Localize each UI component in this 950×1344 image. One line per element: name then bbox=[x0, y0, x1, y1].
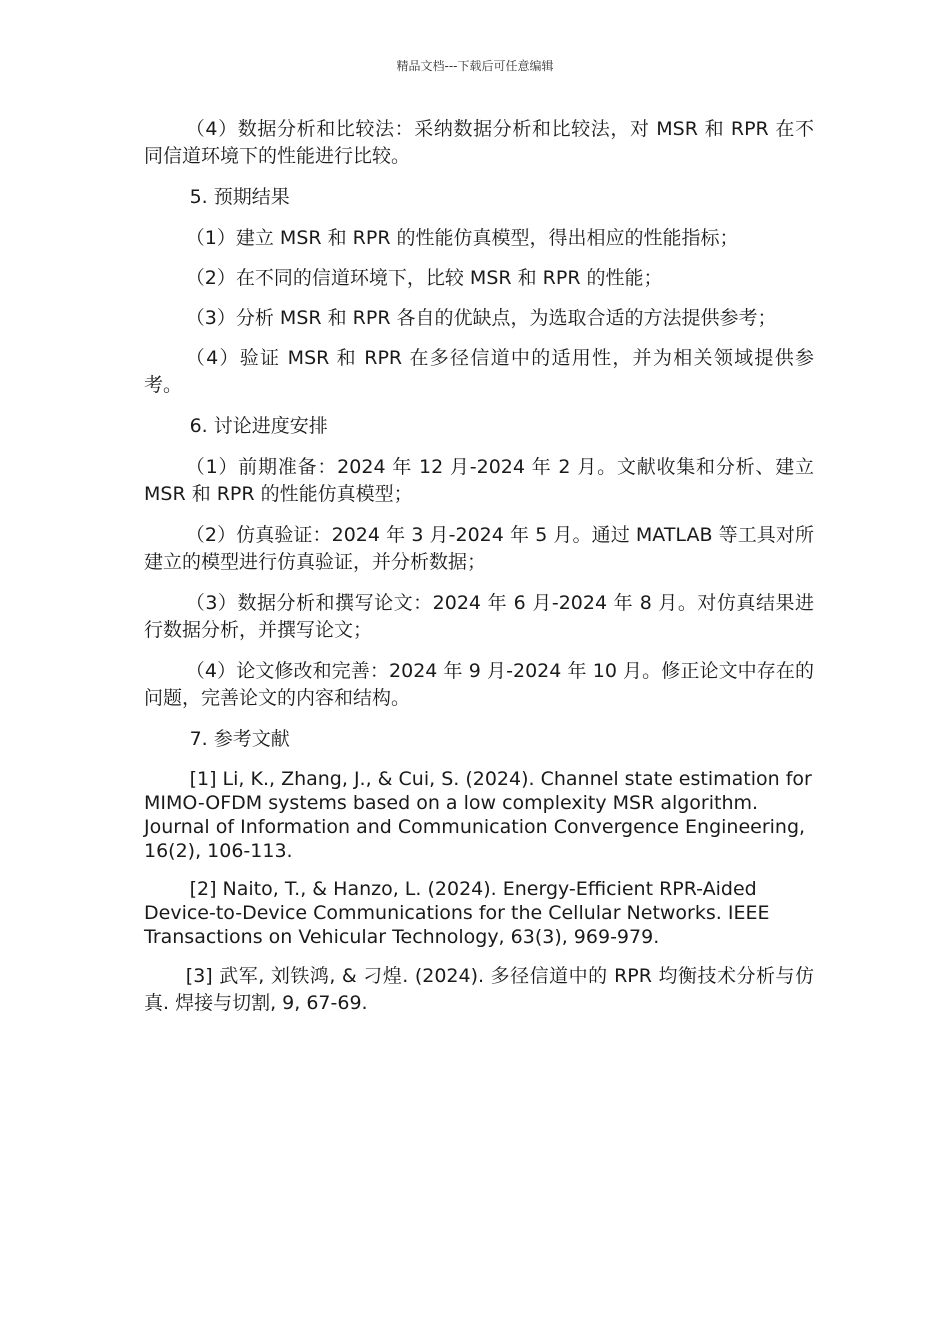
section-7-heading: 7. 参考文献 bbox=[189, 728, 290, 750]
document-body bbox=[144, 116, 814, 1031]
result-2: （2）在不同的信道环境下，比较 MSR 和 RPR 的性能； bbox=[185, 267, 663, 289]
schedule-1: （1）前期准备：2024 年 12 月-2024 年 2 月。文献收集和分析、建立 MSR 和 RPR 的性能仿真模型； bbox=[144, 456, 814, 505]
reference-2: [2] Naito, T., & Hanzo, L. (2024). Energy-Efficient RPR-Aided Device-to-Device Communications for the Cellular Networks. IEEE Transactions on Vehicular Technology, 63(3), 969-979. bbox=[144, 878, 770, 948]
page-header: 精品文档---下载后可任意编辑 bbox=[396, 59, 554, 73]
schedule-2: （2）仿真验证：2024 年 3 月-2024 年 5 月。通过 MATLAB 等工具对所建立的模型进行仿真验证，并分析数据； bbox=[144, 524, 814, 573]
result-3: （3）分析 MSR 和 RPR 各自的优缺点，为选取合适的方法提供参考； bbox=[185, 307, 777, 329]
result-1: （1）建立 MSR 和 RPR 的性能仿真模型，得出相应的性能指标； bbox=[185, 227, 739, 249]
reference-1: [1] Li, K., Zhang, J., & Cui, S. (2024). Channel state estimation for MIMO-OFDM systems based on a low complexity MSR algorithm. Journal of Information and Communication Convergence Engineering, 16(2), 106-113. bbox=[144, 768, 812, 862]
result-4: （4）验证 MSR 和 RPR 在多径信道中的适用性，并为相关领域提供参考。 bbox=[144, 347, 814, 396]
schedule-3: （3）数据分析和撰写论文：2024 年 6 月-2024 年 8 月。对仿真结果进行数据分析，并撰写论文； bbox=[144, 592, 814, 641]
section-6-heading: 6. 讨论进度安排 bbox=[189, 415, 328, 437]
section-5-heading: 5. 预期结果 bbox=[189, 186, 290, 208]
method-4-paragraph: （4）数据分析和比较法：采纳数据分析和比较法，对 MSR 和 RPR 在不同信道环境下的性能进行比较。 bbox=[144, 118, 814, 167]
schedule-4: （4）论文修改和完善：2024 年 9 月-2024 年 10 月。修正论文中存在的问题，完善论文的内容和结构。 bbox=[144, 660, 814, 709]
reference-3: [3] 武军, 刘铁鸿, & 刁煌. (2024). 多径信道中的 RPR 均衡技术分析与仿真. 焊接与切割, 9, 67-69. bbox=[144, 965, 814, 1014]
